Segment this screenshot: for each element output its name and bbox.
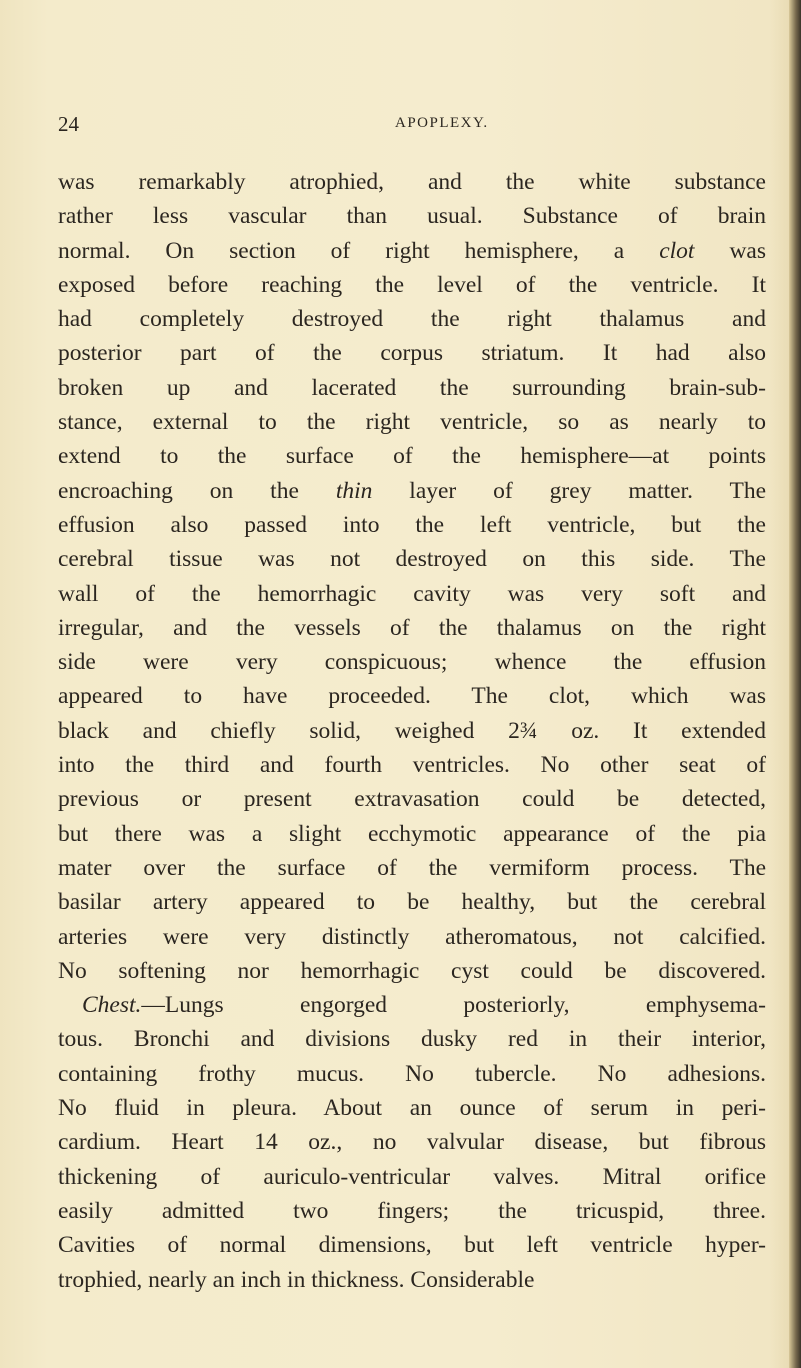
text-run: posterior part of the corpus striatum. It had also bbox=[58, 340, 766, 367]
text-run: previous or present extravasation could be detected, bbox=[58, 786, 766, 813]
text-line bbox=[58, 302, 766, 336]
text-run: extend to the surface of the hemisphere—at points bbox=[58, 443, 766, 470]
text-run: broken up and lacerated the surrounding brain-sub- bbox=[58, 374, 766, 401]
text-line bbox=[58, 611, 766, 645]
page-number: 24 bbox=[58, 112, 79, 136]
text-line bbox=[58, 439, 766, 473]
page-edge bbox=[789, 0, 801, 1368]
text-line bbox=[58, 748, 766, 782]
text-run: No fluid in pleura. About an ounce of serum in peri- bbox=[58, 1095, 766, 1122]
text-line bbox=[58, 954, 766, 988]
text-run: layer of grey matter. The bbox=[372, 477, 766, 504]
italic-text: thin bbox=[335, 477, 373, 504]
text-line bbox=[58, 782, 766, 816]
text-run: basilar artery appeared to be healthy, but the cerebral bbox=[58, 889, 766, 916]
text-line bbox=[58, 988, 766, 1022]
text-run: No softening nor hemorrhagic cyst could be discovered. bbox=[58, 957, 766, 984]
text-run: side were very conspicuous; whence the effusion bbox=[58, 649, 766, 676]
text-line bbox=[58, 1228, 766, 1262]
body-text bbox=[58, 165, 766, 1297]
text-line bbox=[58, 474, 766, 508]
text-line bbox=[58, 371, 766, 405]
text-line bbox=[58, 851, 766, 885]
text-run: trophied, nearly an inch in thickness. Considerable bbox=[58, 1266, 535, 1293]
text-run: irregular, and the vessels of the thalamus on the right bbox=[58, 614, 766, 641]
text-line bbox=[58, 234, 766, 268]
text-line bbox=[58, 577, 766, 611]
text-run: Cavities of normal dimensions, but left ventricle hyper- bbox=[58, 1232, 766, 1259]
text-line bbox=[58, 714, 766, 748]
text-run: rather less vascular than usual. Substance of brain bbox=[58, 203, 766, 230]
text-run: mater over the surface of the vermiform process. The bbox=[58, 854, 766, 881]
text-line bbox=[58, 817, 766, 851]
text-line bbox=[58, 1263, 766, 1297]
text-line bbox=[58, 1057, 766, 1091]
text-run: into the third and fourth ventricles. No other seat of bbox=[58, 752, 766, 779]
text-line bbox=[58, 508, 766, 542]
text-run: arteries were very distinctly atheromatous, not calcified. bbox=[58, 923, 766, 950]
text-line bbox=[58, 645, 766, 679]
text-line bbox=[58, 199, 766, 233]
text-line bbox=[58, 268, 766, 302]
italic-text: Chest. bbox=[82, 992, 142, 1019]
text-run: cardium. Heart 14 oz., no valvular disease, but fibrous bbox=[58, 1129, 766, 1156]
text-line bbox=[58, 405, 766, 439]
page-header bbox=[58, 112, 758, 142]
text-run: normal. On section of right hemisphere, a bbox=[58, 237, 660, 264]
italic-text: clot bbox=[659, 237, 695, 264]
text-run: tous. Bronchi and divisions dusky red in their interior, bbox=[58, 1026, 766, 1053]
text-run: thickening of auriculo-ventricular valves. Mitral orifice bbox=[58, 1163, 766, 1190]
text-line bbox=[58, 336, 766, 370]
text-run: cerebral tissue was not destroyed on this side. The bbox=[58, 546, 766, 573]
text-run: but there was a slight ecchymotic appearance of the pia bbox=[58, 820, 766, 847]
text-run: effusion also passed into the left ventricle, but the bbox=[58, 511, 766, 538]
text-run: easily admitted two fingers; the tricuspid, three. bbox=[58, 1197, 766, 1224]
text-run: appeared to have proceeded. The clot, which was bbox=[58, 683, 766, 710]
text-line bbox=[58, 1160, 766, 1194]
text-run: black and chiefly solid, weighed 2¾ oz. It extended bbox=[58, 717, 766, 744]
text-line bbox=[58, 920, 766, 954]
text-line bbox=[58, 542, 766, 576]
text-line bbox=[58, 165, 766, 199]
text-run: containing frothy mucus. No tubercle. No adhesions. bbox=[58, 1060, 766, 1087]
running-title: APOPLEXY. bbox=[395, 115, 489, 131]
text-line bbox=[58, 1091, 766, 1125]
text-run: stance, external to the right ventricle, so as nearly to bbox=[58, 409, 766, 436]
text-run: exposed before reaching the level of the ventricle. It bbox=[58, 271, 766, 298]
text-line bbox=[58, 1125, 766, 1159]
text-run: was bbox=[694, 237, 767, 264]
text-line bbox=[58, 679, 766, 713]
text-run: wall of the hemorrhagic cavity was very soft and bbox=[58, 580, 766, 607]
text-run: was remarkably atrophied, and the white substance bbox=[58, 169, 766, 195]
text-run: —Lungs engorged posteriorly, emphysema- bbox=[141, 992, 766, 1019]
text-run: had completely destroyed the right thalamus and bbox=[58, 306, 766, 333]
text-line bbox=[58, 885, 766, 919]
text-line bbox=[58, 1194, 766, 1228]
text-line bbox=[58, 1022, 766, 1056]
text-run: encroaching on the bbox=[58, 477, 336, 504]
